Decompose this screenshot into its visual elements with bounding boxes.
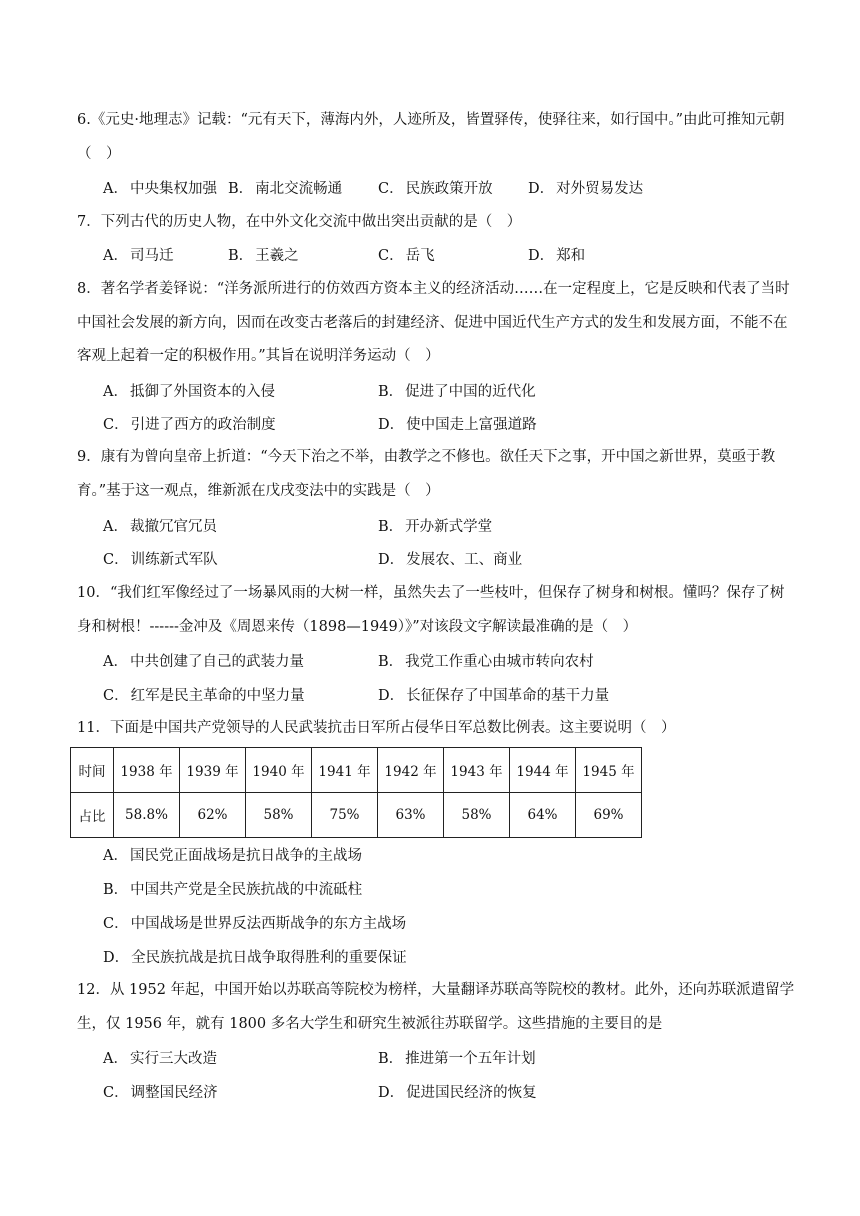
question-7-option-c[interactable]: C． 岳飞 [378, 248, 435, 264]
question-9-option-b[interactable]: B． 开办新式学堂 [378, 519, 493, 535]
question-11-stem: 11．下面是中国共产党领导的人民武装抗击日军所占侵华日军总数比例表。这主要说明（ ） [77, 720, 676, 736]
question-10-option-d[interactable]: D． 长征保存了中国革命的基干力量 [378, 688, 610, 704]
table-cell-year: 1938 年 [114, 748, 180, 793]
table-row-header: 占比 [71, 793, 114, 838]
table-cell-ratio: 58% [246, 793, 312, 838]
question-12-option-b[interactable]: B． 推进第一个五年计划 [378, 1051, 536, 1067]
table-cell-year: 1944 年 [510, 748, 576, 793]
question-12-option-c[interactable]: C． 调整国民经济 [103, 1085, 218, 1101]
question-10-stem: 10．“我们红军像经过了一场暴风雨的大树一样，虽然失去了一些枝叶，但保存了树身和树根。懂吗？保存了树身和树根！------金冲及《周恩来传（1898—1949）》”对该段文字解读最准确的是（ ） [77, 585, 785, 635]
table-row-header: 时间 [71, 748, 114, 793]
question-11-option-b[interactable]: B． 中国共产党是全民族抗战的中流砥柱 [103, 882, 363, 898]
question-9-option-d[interactable]: D． 发展农、工、商业 [378, 552, 523, 568]
question-8-option-c[interactable]: C． 引进了西方的政治制度 [103, 417, 276, 433]
table-cell-ratio: 64% [510, 793, 576, 838]
question-8-option-a[interactable]: A． 抵御了外国资本的入侵 [103, 384, 275, 400]
table-cell-year: 1941 年 [312, 748, 378, 793]
table-cell-year: 1942 年 [378, 748, 444, 793]
question-6-option-a[interactable]: A． 中央集权加强 [103, 181, 217, 197]
table-cell-year: 1940 年 [246, 748, 312, 793]
table-cell-ratio: 58.8% [114, 793, 180, 838]
question-8-option-d[interactable]: D． 使中国走上富强道路 [378, 417, 537, 433]
table-cell-ratio: 69% [576, 793, 642, 838]
anti-japanese-ratio-table [70, 747, 642, 838]
table-row-year [71, 748, 642, 793]
question-8-stem: 8．著名学者姜铎说：“洋务派所进行的仿效西方资本主义的经济活动……在一定程度上，它是反映和代表了当时中国社会发展的新方向，因而在改变古老落后的封建经济、促进中国近代生产方式的发生和发展方面，不能不在客观上起着一定的积极作用。”其旨在说明洋务运动（ ） [77, 281, 790, 364]
question-9-option-a[interactable]: A． 裁撤冗官冗员 [103, 519, 217, 535]
question-6-option-d[interactable]: D． 对外贸易发达 [528, 181, 644, 197]
question-7-stem: 7．下列古代的历史人物，在中外文化交流中做出突出贡献的是（ ） [77, 214, 522, 230]
question-12-stem: 12．从 1952 年起，中国开始以苏联高等院校为榜样，大量翻译苏联高等院校的教材。此外，还向苏联派遣留学生，仅 1956 年，就有 1800 多名大学生和研究生被派往苏联留学。这些措施的主要目的是 [77, 982, 795, 1032]
table-cell-ratio: 63% [378, 793, 444, 838]
table-cell-ratio: 62% [180, 793, 246, 838]
table-cell-ratio: 58% [444, 793, 510, 838]
table-cell-year: 1945 年 [576, 748, 642, 793]
question-7-option-d[interactable]: D． 郑和 [528, 248, 586, 264]
table-row-ratio [71, 793, 642, 838]
question-6-stem: 6.《元史·地理志》记载：“元有天下，薄海内外，人迹所及，皆置驿传，使驿往来，如行国中。”由此可推知元朝（ ） [77, 112, 785, 162]
question-9-stem: 9．康有为曾向皇帝上折道：“今天下治之不举，由教学之不修也。欲任天下之事，开中国之新世界，莫亟于教育。”基于这一观点，维新派在戊戌变法中的实践是（ ） [77, 449, 776, 499]
question-7-option-a[interactable]: A． 司马迁 [103, 248, 174, 264]
question-11-option-a[interactable]: A． 国民党正面战场是抗日战争的主战场 [103, 848, 362, 864]
table-cell-year: 1939 年 [180, 748, 246, 793]
question-10-option-c[interactable]: C． 红军是民主革命的中坚力量 [103, 688, 305, 704]
question-11-option-c[interactable]: C． 中国战场是世界反法西斯战争的东方主战场 [103, 916, 407, 932]
question-10-option-b[interactable]: B． 我党工作重心由城市转向农村 [378, 654, 594, 670]
question-11-option-d[interactable]: D． 全民族抗战是抗日战争取得胜利的重要保证 [103, 950, 407, 966]
question-9-option-c[interactable]: C． 训练新式军队 [103, 552, 218, 568]
question-12-option-d[interactable]: D． 促进国民经济的恢复 [378, 1085, 537, 1101]
question-12-option-a[interactable]: A． 实行三大改造 [103, 1051, 217, 1067]
question-6-option-c[interactable]: C． 民族政策开放 [378, 181, 493, 197]
question-7-option-b[interactable]: B． 王羲之 [228, 248, 299, 264]
question-6-option-b[interactable]: B． 南北交流畅通 [228, 181, 343, 197]
question-10-option-a[interactable]: A． 中共创建了自己的武装力量 [103, 654, 304, 670]
question-8-option-b[interactable]: B． 促进了中国的近代化 [378, 384, 536, 400]
table-cell-ratio: 75% [312, 793, 378, 838]
table-cell-year: 1943 年 [444, 748, 510, 793]
